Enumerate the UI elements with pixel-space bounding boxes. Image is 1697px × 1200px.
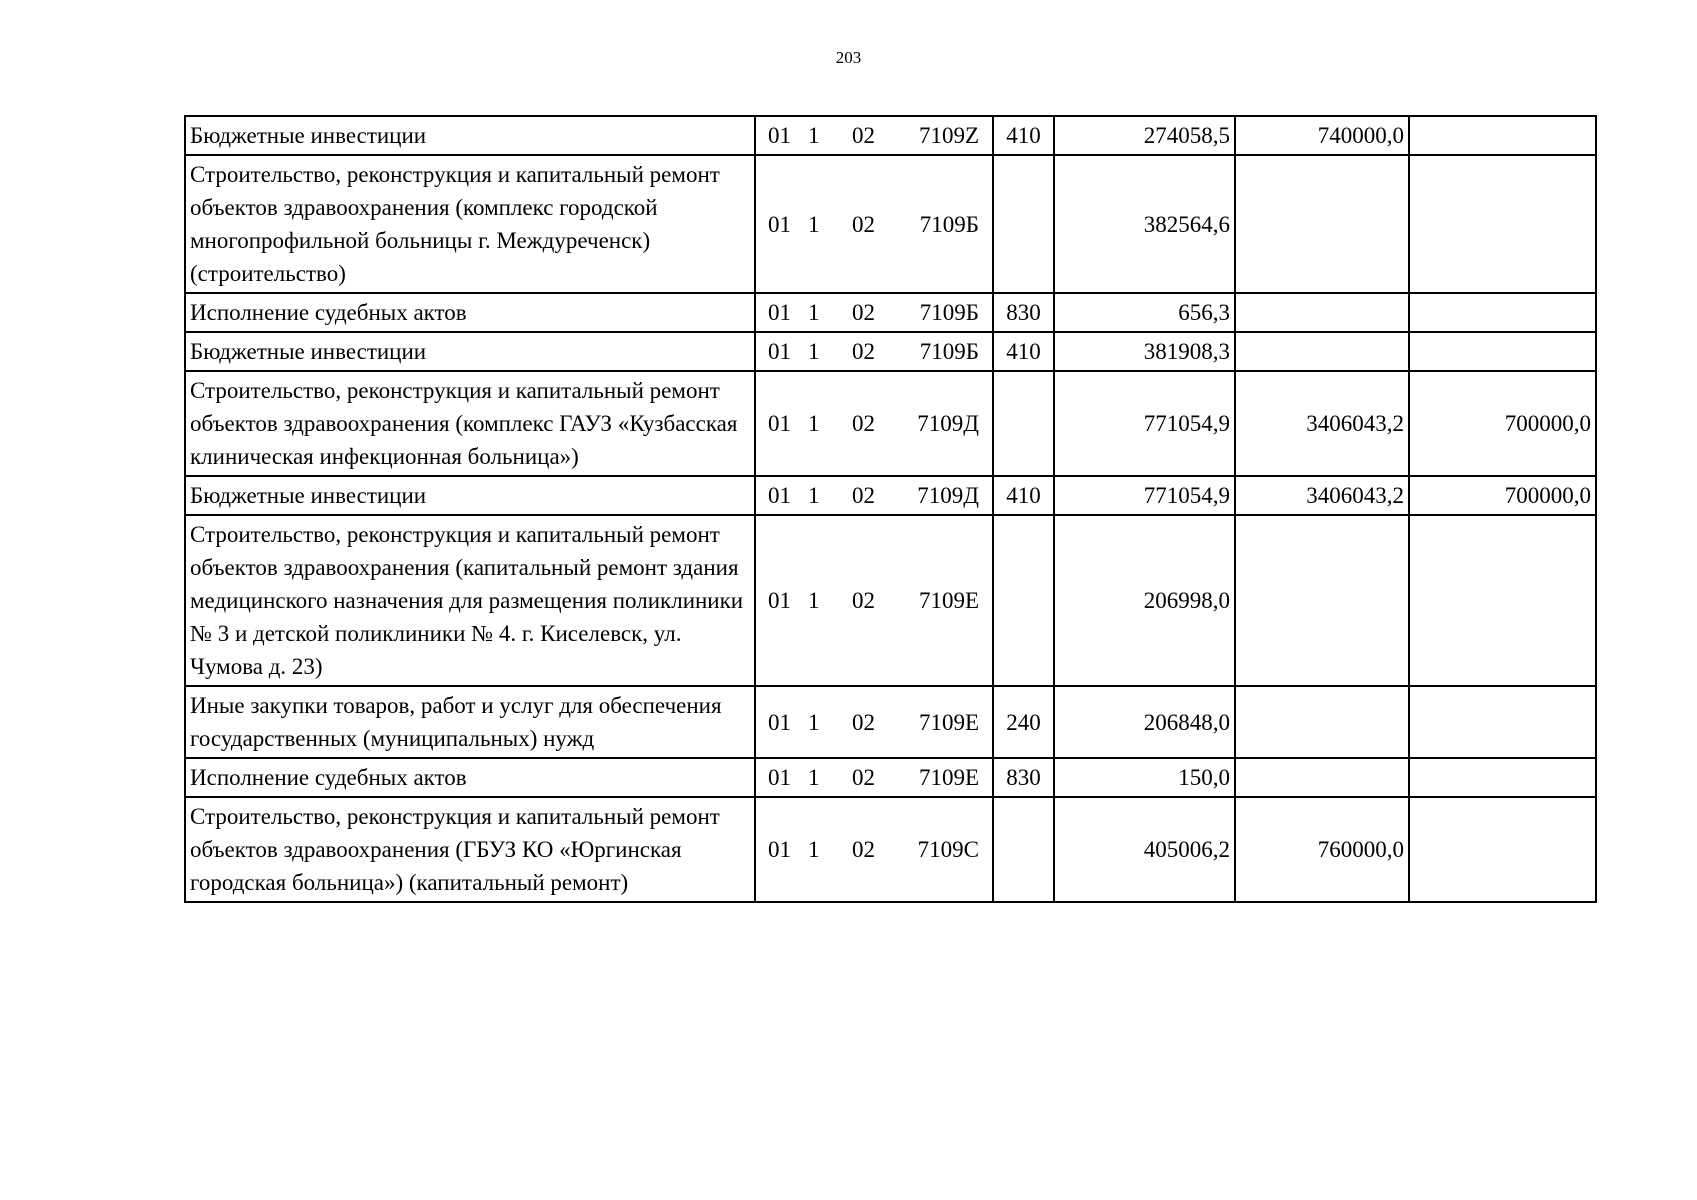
row-code [755,515,993,686]
row-name: Строительство, реконструкция и капитальный ремонт объектов здравоохранения (капитальный ремонт здания медицинского назначения для размещения поликлиники № 3 и детской поликлиники № 4. г. Киселевск, ул. Чумова д. 23) [185,515,755,686]
row-code [755,155,993,293]
row-name: Бюджетные инвестиции [185,476,755,515]
page-number: 203 [835,48,862,67]
code-direction: 7109Д [917,411,979,436]
code-direction: 7109Б [919,300,979,325]
table-row [185,686,1596,758]
code-event: 02 [852,123,875,148]
code-subprogram: 1 [808,339,820,364]
code-direction: 7109Б [919,211,979,237]
row-value-3 [1409,293,1596,332]
code-event: 02 [852,837,875,862]
row-expense-type [993,155,1054,293]
code-event: 02 [852,765,875,790]
row-code [755,116,993,155]
row-value-1: 771054,9 [1054,476,1235,515]
row-name: Бюджетные инвестиции [185,116,755,155]
code-direction: 7109Е [918,709,979,735]
code-program: 01 [768,300,791,325]
code-program: 01 [768,123,791,148]
row-value-3: 700000,0 [1409,476,1596,515]
table-row [185,758,1596,797]
code-subprogram: 1 [808,211,820,237]
row-value-1: 382564,6 [1054,155,1235,293]
row-name: Бюджетные инвестиции [185,332,755,371]
row-value-1: 771054,9 [1054,371,1235,476]
code-subprogram: 1 [808,709,820,735]
row-expense-type: 830 [993,293,1054,332]
code-subprogram: 1 [808,483,820,508]
row-value-2 [1235,686,1409,758]
row-expense-type [993,515,1054,686]
row-value-1: 206998,0 [1054,515,1235,686]
code-subprogram: 1 [808,300,820,325]
row-value-3 [1409,797,1596,902]
row-code [755,371,993,476]
row-code [755,686,993,758]
code-program: 01 [768,211,791,237]
row-value-3 [1409,686,1596,758]
row-value-3 [1409,758,1596,797]
row-name: Исполнение судебных актов [185,758,755,797]
code-subprogram: 1 [808,123,820,148]
row-value-1: 405006,2 [1054,797,1235,902]
row-value-1: 150,0 [1054,758,1235,797]
code-direction: 7109Б [919,339,979,364]
row-value-2 [1235,155,1409,293]
row-name: Строительство, реконструкция и капитальный ремонт объектов здравоохранения (комплекс ГАУЗ «Кузбасская клиническая инфекционная больница») [185,371,755,476]
table-row [185,515,1596,686]
row-expense-type: 830 [993,758,1054,797]
table-row [185,476,1596,515]
row-value-3 [1409,116,1596,155]
code-event: 02 [852,483,875,508]
code-direction: 7109Z [918,123,979,148]
table-row [185,155,1596,293]
row-value-2 [1235,293,1409,332]
code-program: 01 [768,483,791,508]
row-value-2: 740000,0 [1235,116,1409,155]
row-value-3: 700000,0 [1409,371,1596,476]
row-expense-type: 410 [993,332,1054,371]
code-direction: 7109Е [918,588,979,613]
row-value-2 [1235,332,1409,371]
row-code [755,332,993,371]
table-row [185,332,1596,371]
code-subprogram: 1 [808,837,820,862]
code-direction: 7109С [917,837,979,862]
row-expense-type: 410 [993,116,1054,155]
row-value-2: 3406043,2 [1235,371,1409,476]
row-value-2: 760000,0 [1235,797,1409,902]
budget-table [184,115,1597,903]
code-subprogram: 1 [808,588,820,613]
row-code [755,758,993,797]
table-row [185,797,1596,902]
row-code [755,476,993,515]
code-event: 02 [852,411,875,436]
code-program: 01 [768,339,791,364]
code-subprogram: 1 [808,765,820,790]
row-expense-type: 410 [993,476,1054,515]
row-value-2: 3406043,2 [1235,476,1409,515]
code-event: 02 [852,300,875,325]
code-event: 02 [852,709,875,735]
row-value-3 [1409,155,1596,293]
row-value-3 [1409,515,1596,686]
row-value-1: 381908,3 [1054,332,1235,371]
row-code [755,797,993,902]
row-name: Строительство, реконструкция и капитальный ремонт объектов здравоохранения (комплекс городской многопрофильной больницы г. Междуреченск) (строительство) [185,155,755,293]
row-name: Исполнение судебных актов [185,293,755,332]
row-value-1: 274058,5 [1054,116,1235,155]
code-event: 02 [852,339,875,364]
code-program: 01 [768,709,791,735]
row-name: Строительство, реконструкция и капитальный ремонт объектов здравоохранения (ГБУЗ КО «Юргинская городская больница») (капитальный ремонт) [185,797,755,902]
row-name: Иные закупки товаров, работ и услуг для обеспечения государственных (муниципальных) нужд [185,686,755,758]
row-value-3 [1409,332,1596,371]
code-direction: 7109Е [918,765,979,790]
code-program: 01 [768,765,791,790]
code-event: 02 [852,588,875,613]
code-event: 02 [852,211,875,237]
row-value-1: 206848,0 [1054,686,1235,758]
row-value-1: 656,3 [1054,293,1235,332]
row-code [755,293,993,332]
row-expense-type [993,371,1054,476]
code-direction: 7109Д [917,483,979,508]
row-value-2 [1235,758,1409,797]
code-program: 01 [768,837,791,862]
row-expense-type: 240 [993,686,1054,758]
table-row [185,371,1596,476]
row-value-2 [1235,515,1409,686]
table-row [185,293,1596,332]
code-program: 01 [768,411,791,436]
table-row [185,116,1596,155]
code-program: 01 [768,588,791,613]
code-subprogram: 1 [808,411,820,436]
row-expense-type [993,797,1054,902]
